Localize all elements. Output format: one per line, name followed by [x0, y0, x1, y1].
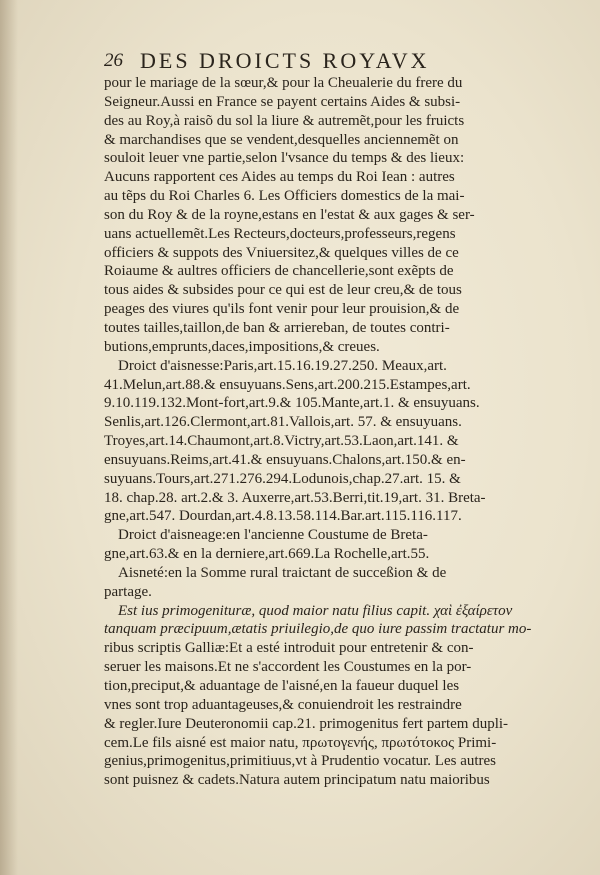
- text-line: tous aides & subsides pour ce qui est de leur creu,& de tous: [104, 282, 462, 299]
- text-line: pour le mariage de la sœur,& pour la Cheualerie du frere du: [104, 75, 463, 91]
- text-line: Senlis,art.126.Clermont,art.81.Vallois,art. 57. & ensuyuans.: [104, 414, 462, 431]
- page-number: 26: [104, 50, 123, 71]
- text-line: 18. chap.28. art.2.& 3. Auxerre,art.53.Berri,tit.19,art. 31. Breta-: [104, 489, 486, 506]
- text-line: sont puisnez & cadets.Natura autem principatum natu maioribus: [104, 772, 490, 789]
- text-line: toutes tailles,taillon,de ban & arriereban, de toutes contri-: [104, 319, 450, 336]
- binding-shadow: [0, 0, 18, 875]
- text-line: souloit leuer vne partie,selon l'vsance du temps & des lieux:: [104, 150, 465, 167]
- text-line: officiers & suppots des Vniuersitez,& quelques villes de ce: [104, 244, 459, 261]
- text-line: au tẽps du Roi Charles 6. Les Officiers domestics de la mai-: [104, 188, 465, 205]
- text-line: 9.10.119.132.Mont-fort,art.9.& 105.Mante,art.1. & ensuyuans.: [104, 395, 480, 412]
- running-title: DES DROICTS ROYAVX: [140, 48, 430, 73]
- text-line: partage.: [104, 583, 152, 600]
- text-line: gne,art.547. Dourdan,art.4.8.13.58.114.Bar.art.115.116.117.: [104, 508, 462, 525]
- text-line: cem.Le fils aisné est maior natu, πρωτογενής, πρωτότοκος Primi-: [104, 734, 497, 751]
- text-line: son du Roy & de la royne,estans en l'estat & aux gages & ser-: [104, 206, 475, 223]
- text-line: ensuyuans.Reims,art.41.& ensuyuans.Chalons,art.150.& en-: [104, 451, 466, 468]
- text-line: seruer les maisons.Et ne s'accordent les Coustumes en la por-: [104, 659, 472, 676]
- text-line: & regler.Iure Deuteronomii cap.21. primogenitus fert partem dupli-: [104, 715, 509, 732]
- text-line: Roiaume & aultres officiers de chancellerie,sont exẽpts de: [104, 263, 454, 280]
- text-line: ribus scriptis Galliæ:Et a esté introduit pour entretenir & con-: [104, 640, 474, 657]
- text-line: Seigneur.Aussi en France se payent certains Aides & subsi-: [104, 93, 461, 110]
- text-line: des au Roy,à raisõ du sol la liure & autremẽt,pour les fruicts: [104, 112, 465, 129]
- section-heading-line: Droict d'aisnesse:Paris,art.15.16.19.27.250. Meaux,art.: [118, 357, 447, 374]
- body-text: [104, 74, 554, 790]
- section-heading-line: Aisneté:en la Somme rural traictant de succeßion & de: [118, 564, 447, 581]
- text-line: peages des viures qu'ils font venir pour leur prouision,& de: [104, 301, 460, 318]
- text-line: suyuans.Tours,art.271.276.294.Lodunois,chap.27.art. 15. &: [104, 470, 461, 487]
- text-line: tion,preciput,& aduantage de l'aisné,en la faueur duquel les: [104, 678, 460, 694]
- latin-quote-line: tanquam præcipuum,ætatis priuilegio,de quo iure passim tractatur mo-: [104, 621, 532, 638]
- text-line: & marchandises que se vendent,desquelles anciennemẽt on: [104, 131, 459, 148]
- text-line: butions,emprunts,daces,impositions,& creues.: [104, 338, 380, 355]
- text-line: 41.Melun,art.88.& ensuyuans.Sens,art.200.215.Estampes,art.: [104, 376, 471, 393]
- text-line: Aucuns rapportent ces Aides au temps du Roi Iean : autres: [104, 169, 455, 186]
- text-line: vnes sont trop aduantageuses,& conuiendroit les restraindre: [104, 696, 462, 713]
- text-line: uans actuellemẽt.Les Recteurs,docteurs,professeurs,regens: [104, 225, 456, 242]
- text-line: gne,art.63.& en la derniere,art.669.La Rochelle,art.55.: [104, 546, 430, 563]
- text-line: genius,primogenitus,primitiuus,vt à Prudentio vocatur. Les autres: [104, 753, 497, 770]
- latin-quote-line: Est ius primogenituræ, quod maior natu filius capit. χαὶ ἐξαίρετον: [118, 602, 513, 619]
- section-heading-line: Droict d'aisneage:en l'ancienne Coustume de Breta-: [118, 527, 428, 544]
- text-line: Troyes,art.14.Chaumont,art.8.Victry,art.53.Laon,art.141. &: [104, 433, 459, 450]
